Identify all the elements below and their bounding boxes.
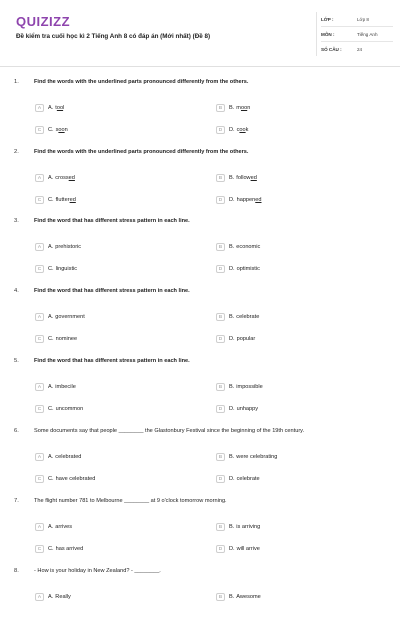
question-number: 5. (14, 358, 19, 364)
option-text (48, 476, 95, 482)
option-prefix: A. (48, 524, 54, 530)
option-prefix: C. (48, 476, 54, 482)
option-b[interactable] (216, 103, 250, 113)
option-a[interactable] (35, 173, 75, 183)
option-word: uncommon (55, 406, 84, 412)
option-letter-box: C (35, 405, 44, 413)
option-c[interactable] (35, 334, 77, 344)
option-text (48, 454, 81, 460)
option-letter-box: A (35, 593, 44, 601)
option-underlined-part: ed (255, 197, 262, 203)
meta-row-grade (321, 12, 393, 27)
option-prefix: D. (229, 266, 235, 272)
option-a[interactable] (35, 592, 71, 602)
meta-value: Lớp 8 (357, 16, 369, 22)
option-a[interactable] (35, 312, 85, 322)
option-word: t (55, 105, 57, 111)
option-underlined-part: ed (250, 175, 257, 181)
option-letter-box: B (216, 174, 225, 182)
option-prefix: A. (48, 314, 54, 320)
option-word: nominee (55, 336, 78, 342)
question-number: 6. (14, 428, 19, 434)
option-underlined-part: ed (69, 197, 76, 203)
option-underlined-part: oo (239, 127, 246, 133)
option-letter-box: B (216, 593, 225, 601)
option-text (229, 127, 248, 133)
option-word: prehistoric (55, 244, 82, 250)
option-word: celebrate (236, 476, 260, 482)
option-text (229, 406, 258, 412)
option-letter-box: A (35, 174, 44, 182)
question-2 (0, 149, 400, 215)
option-d[interactable] (216, 544, 260, 554)
option-prefix: B. (229, 594, 235, 600)
option-text (48, 314, 85, 320)
option-prefix: B. (229, 175, 235, 181)
option-a[interactable] (35, 103, 64, 113)
option-word: celebrate (236, 314, 260, 320)
option-prefix: D. (229, 336, 235, 342)
option-word: cross (55, 175, 69, 181)
option-word: government (55, 314, 85, 320)
option-prefix: A. (48, 384, 54, 390)
question-number: 8. (14, 568, 19, 574)
question-text: Some documents say that people ________ the Glastonbury Festival since the beginning of the 19th century. (34, 428, 305, 434)
option-text (229, 175, 257, 181)
meta-key: LỚP : (321, 16, 334, 22)
option-word: flutter (55, 197, 70, 203)
option-word: Awesome (236, 594, 261, 600)
option-word: follow (236, 175, 251, 181)
option-letter-box: B (216, 383, 225, 391)
meta-key: SỐ CÂU : (321, 46, 342, 52)
option-b[interactable] (216, 592, 261, 602)
option-b[interactable] (216, 452, 277, 462)
option-letter-box: D (216, 196, 225, 204)
option-word: will arrive (236, 546, 260, 552)
option-prefix: B. (229, 454, 235, 460)
option-text (229, 105, 250, 111)
option-prefix: B. (229, 384, 235, 390)
option-letter-box: D (216, 335, 225, 343)
option-text (229, 524, 260, 530)
option-word-end: n (64, 127, 68, 133)
option-word: impossible (236, 384, 263, 390)
option-text (48, 244, 81, 250)
option-d[interactable] (216, 125, 248, 135)
question-text: The flight number 781 to Melbourne ________ at 9 o'clock tomorrow morning. (34, 498, 227, 504)
option-word: unhappy (236, 406, 259, 412)
option-letter-box: C (35, 475, 44, 483)
question-8 (0, 568, 400, 634)
option-word: Really (55, 594, 71, 600)
option-text (48, 594, 71, 600)
question-text: Find the word that has different stress pattern in each line. (34, 218, 190, 224)
option-letter-box: A (35, 243, 44, 251)
meta-value: 24 (357, 46, 363, 52)
option-word: m (236, 105, 241, 111)
option-prefix: B. (229, 244, 235, 250)
option-letter-box: A (35, 383, 44, 391)
option-letter-box: A (35, 453, 44, 461)
option-text (48, 546, 83, 552)
option-word: has arrived (55, 546, 84, 552)
option-text (229, 546, 260, 552)
option-b[interactable] (216, 522, 260, 532)
option-prefix: A. (48, 175, 54, 181)
option-d[interactable] (216, 474, 260, 484)
document-title: Đề kiểm tra cuối học kì 2 Tiếng Anh 8 có đáp án (Mới nhất) (Đề 8) (16, 33, 211, 40)
option-word: c (236, 127, 240, 133)
option-prefix: D. (229, 127, 235, 133)
option-prefix: C. (48, 546, 54, 552)
option-letter-box: C (35, 196, 44, 204)
option-letter-box: B (216, 243, 225, 251)
option-text (48, 105, 64, 111)
option-prefix: C. (48, 336, 54, 342)
question-6 (0, 428, 400, 494)
option-prefix: A. (48, 244, 54, 250)
question-1 (0, 79, 400, 145)
meta-table (316, 12, 393, 56)
option-word: s (55, 127, 59, 133)
option-letter-box: C (35, 265, 44, 273)
option-letter-box: D (216, 405, 225, 413)
option-prefix: B. (229, 105, 235, 111)
meta-key: MÔN : (321, 31, 335, 37)
option-letter-box: C (35, 126, 44, 134)
option-c[interactable] (35, 544, 83, 554)
option-prefix: C. (48, 266, 54, 272)
option-letter-box: C (35, 335, 44, 343)
option-word: imbecile (55, 384, 76, 390)
option-c[interactable] (35, 195, 76, 205)
question-5 (0, 358, 400, 424)
question-text: - How is your holiday in New Zealand? - ________. (34, 568, 161, 574)
option-text (229, 244, 260, 250)
option-text (229, 384, 263, 390)
option-letter-box: A (35, 104, 44, 112)
option-b[interactable] (216, 242, 260, 252)
option-word-end: l (63, 105, 65, 111)
question-4 (0, 288, 400, 354)
option-word: happen (236, 197, 256, 203)
meta-row-count (321, 42, 393, 56)
option-word-end: k (245, 127, 249, 133)
option-c[interactable] (35, 264, 77, 274)
option-text (229, 197, 262, 203)
option-prefix: B. (229, 314, 235, 320)
option-a[interactable] (35, 382, 76, 392)
option-word: were celebrating (236, 454, 278, 460)
option-d[interactable] (216, 195, 262, 205)
option-underlined-part: ed (68, 175, 75, 181)
option-letter-box: B (216, 104, 225, 112)
question-text: Find the word that has different stress pattern in each line. (34, 358, 190, 364)
option-letter-box: B (216, 453, 225, 461)
question-number: 3. (14, 218, 19, 224)
option-d[interactable] (216, 264, 260, 274)
option-prefix: D. (229, 476, 235, 482)
question-3 (0, 218, 400, 284)
option-letter-box: B (216, 523, 225, 531)
option-a[interactable] (35, 242, 81, 252)
option-prefix: B. (229, 524, 235, 530)
question-number: 1. (14, 79, 19, 85)
option-underlined-part: oo (56, 105, 64, 111)
option-d[interactable] (216, 334, 255, 344)
option-word-end: n (247, 105, 251, 111)
option-text (48, 384, 76, 390)
option-word: linguistic (55, 266, 78, 272)
option-word: is arriving (236, 524, 261, 530)
option-a[interactable] (35, 452, 81, 462)
option-prefix: D. (229, 197, 235, 203)
option-prefix: A. (48, 594, 54, 600)
option-letter-box: C (35, 545, 44, 553)
option-text (48, 524, 72, 530)
option-word: celebrated (55, 454, 82, 460)
option-word: economic (236, 244, 261, 250)
logo: QUIZIZZ (16, 14, 71, 29)
question-number: 7. (14, 498, 19, 504)
option-prefix: A. (48, 105, 54, 111)
header-divider (0, 66, 400, 67)
option-b[interactable] (216, 312, 259, 322)
option-word: optimistic (236, 266, 260, 272)
option-word: popular (236, 336, 256, 342)
meta-value: Tiếng Anh (357, 31, 378, 37)
option-prefix: A. (48, 454, 54, 460)
option-c[interactable] (35, 125, 68, 135)
option-letter-box: D (216, 265, 225, 273)
question-text: Find the words with the underlined parts pronounced differently from the others. (34, 149, 249, 155)
question-number: 4. (14, 288, 19, 294)
option-b[interactable] (216, 173, 257, 183)
option-text (229, 314, 259, 320)
option-text (48, 266, 77, 272)
option-text (229, 476, 260, 482)
option-prefix: D. (229, 406, 235, 412)
question-number: 2. (14, 149, 19, 155)
option-text (229, 454, 277, 460)
option-text (48, 406, 83, 412)
option-word: have celebrated (55, 476, 96, 482)
option-text (229, 336, 255, 342)
option-b[interactable] (216, 382, 263, 392)
option-letter-box: D (216, 475, 225, 483)
option-letter-box: B (216, 313, 225, 321)
meta-row-subject (321, 27, 393, 42)
option-letter-box: A (35, 313, 44, 321)
question-text: Find the words with the underlined parts pronounced differently from the others. (34, 79, 249, 85)
option-text (48, 175, 75, 181)
option-c[interactable] (35, 474, 95, 484)
option-text (229, 594, 261, 600)
option-a[interactable] (35, 522, 72, 532)
option-text (229, 266, 260, 272)
question-7 (0, 498, 400, 564)
option-word: arrives (55, 524, 73, 530)
option-prefix: C. (48, 197, 54, 203)
option-prefix: C. (48, 127, 54, 133)
option-text (48, 336, 77, 342)
option-letter-box: D (216, 126, 225, 134)
option-text (48, 197, 76, 203)
option-prefix: D. (229, 546, 235, 552)
option-text (48, 127, 68, 133)
option-letter-box: D (216, 545, 225, 553)
option-underlined-part: oo (58, 127, 65, 133)
option-underlined-part: oo (240, 105, 248, 111)
option-d[interactable] (216, 404, 258, 414)
option-prefix: C. (48, 406, 54, 412)
question-text: Find the word that has different stress pattern in each line. (34, 288, 190, 294)
option-c[interactable] (35, 404, 83, 414)
option-letter-box: A (35, 523, 44, 531)
